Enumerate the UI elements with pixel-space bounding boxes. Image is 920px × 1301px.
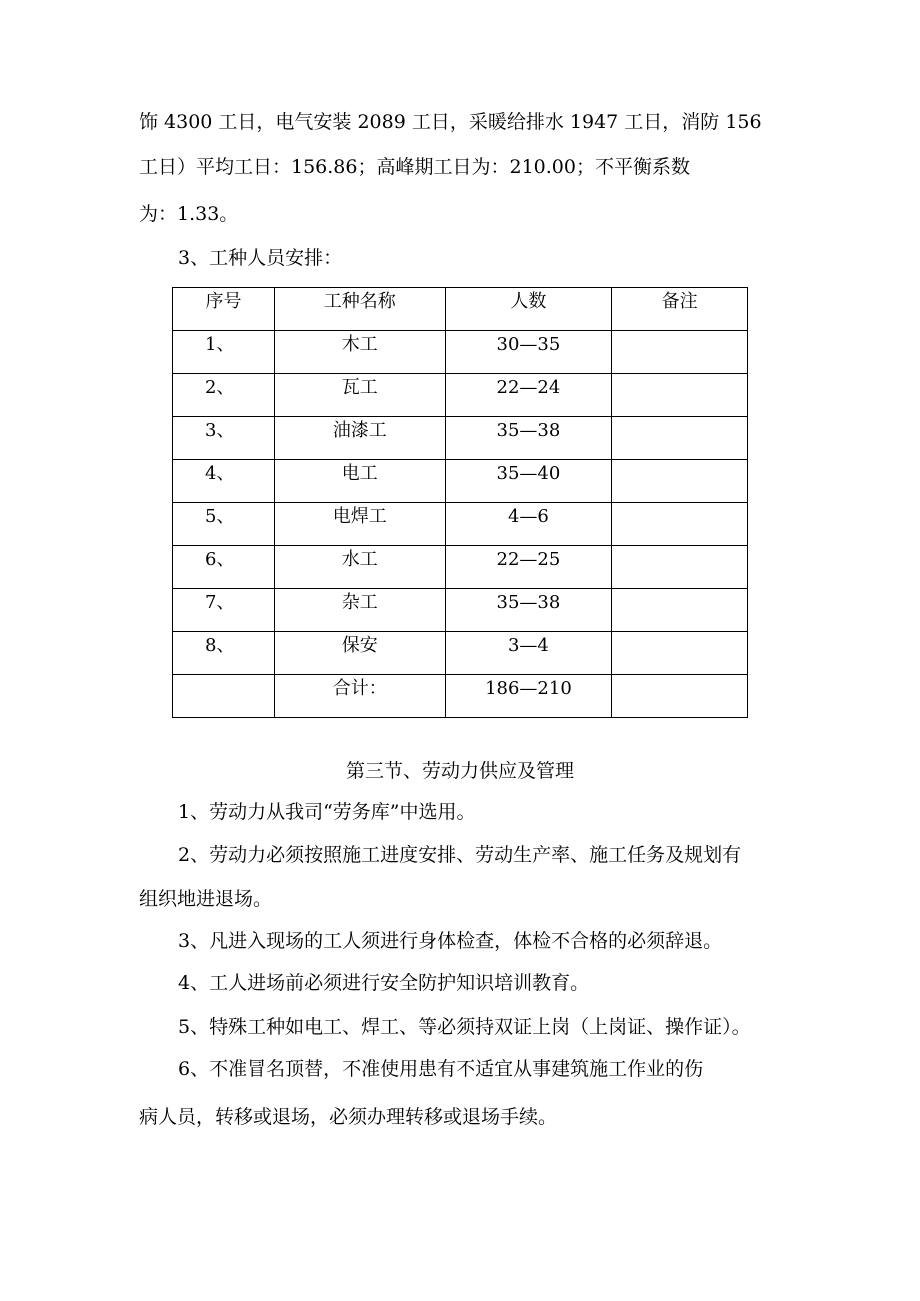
paragraph-2-line-1: 2、劳动力必须按照施工进度安排、劳动生产率、施工任务及规划有 bbox=[178, 844, 742, 866]
row-count: 22—25 bbox=[445, 546, 612, 589]
table-header-row bbox=[173, 288, 748, 331]
row-seq: 7、 bbox=[173, 589, 275, 632]
row-note bbox=[612, 589, 748, 632]
row-name: 保安 bbox=[274, 632, 445, 675]
row-note bbox=[612, 460, 748, 503]
paragraph-6-line-1: 6、不准冒名顶替，不准使用患有不适宜从事建筑施工作业的伤 bbox=[178, 1058, 704, 1080]
row-name: 水工 bbox=[274, 546, 445, 589]
row-count: 30—35 bbox=[445, 331, 612, 374]
row-note bbox=[612, 374, 748, 417]
row-seq: 6、 bbox=[173, 546, 275, 589]
header-note: 备注 bbox=[612, 288, 748, 331]
table-heading: 3、工种人员安排： bbox=[178, 247, 343, 269]
table-row bbox=[173, 632, 748, 675]
total-count: 186—210 bbox=[445, 675, 612, 718]
intro-line-3: 为：1.33。 bbox=[139, 203, 239, 225]
row-seq: 1、 bbox=[173, 331, 275, 374]
row-name: 瓦工 bbox=[274, 374, 445, 417]
row-count: 35—38 bbox=[445, 589, 612, 632]
paragraph-4: 4、工人进场前必须进行安全防护知识培训教育。 bbox=[178, 972, 590, 994]
intro-line-1: 饰 4300 工日，电气安装 2089 工日，采暖给排水 1947 工日，消防 156 bbox=[139, 111, 762, 133]
row-count: 22—24 bbox=[445, 374, 612, 417]
paragraph-1: 1、劳动力从我司“劳务库”中选用。 bbox=[178, 801, 476, 823]
intro-line-2: 工日）平均工日：156.86；高峰期工日为：210.00；不平衡系数 bbox=[139, 156, 690, 178]
row-name: 电焊工 bbox=[274, 503, 445, 546]
section-title: 第三节、劳动力供应及管理 bbox=[345, 760, 574, 782]
total-label: 合计： bbox=[274, 675, 445, 718]
row-seq: 3、 bbox=[173, 417, 275, 460]
table-row bbox=[173, 589, 748, 632]
header-name: 工种名称 bbox=[274, 288, 445, 331]
row-name: 电工 bbox=[274, 460, 445, 503]
row-seq: 4、 bbox=[173, 460, 275, 503]
row-note bbox=[612, 503, 748, 546]
row-seq: 8、 bbox=[173, 632, 275, 675]
row-name: 杂工 bbox=[274, 589, 445, 632]
labor-table bbox=[172, 287, 748, 718]
total-note bbox=[612, 675, 748, 718]
row-seq: 2、 bbox=[173, 374, 275, 417]
header-seq: 序号 bbox=[173, 288, 275, 331]
paragraph-3: 3、凡进入现场的工人须进行身体检查，体检不合格的必须辞退。 bbox=[178, 930, 723, 952]
table-row bbox=[173, 460, 748, 503]
table-row bbox=[173, 374, 748, 417]
header-count: 人数 bbox=[445, 288, 612, 331]
row-count: 3—4 bbox=[445, 632, 612, 675]
total-seq bbox=[173, 675, 275, 718]
paragraph-2-line-2: 组织地进退场。 bbox=[139, 888, 273, 910]
table-total-row bbox=[173, 675, 748, 718]
row-note bbox=[612, 417, 748, 460]
row-note bbox=[612, 331, 748, 374]
row-count: 35—38 bbox=[445, 417, 612, 460]
row-seq: 5、 bbox=[173, 503, 275, 546]
paragraph-6-line-2: 病人员，转移或退场，必须办理转移或退场手续。 bbox=[139, 1106, 558, 1128]
row-count: 35—40 bbox=[445, 460, 612, 503]
row-count: 4—6 bbox=[445, 503, 612, 546]
paragraph-5: 5、特殊工种如电工、焊工、等必须持双证上岗（上岗证、操作证）。 bbox=[178, 1016, 751, 1038]
row-name: 木工 bbox=[274, 331, 445, 374]
row-note bbox=[612, 546, 748, 589]
table-row bbox=[173, 331, 748, 374]
row-name: 油漆工 bbox=[274, 417, 445, 460]
table-row bbox=[173, 503, 748, 546]
table-row bbox=[173, 417, 748, 460]
row-note bbox=[612, 632, 748, 675]
table-row bbox=[173, 546, 748, 589]
